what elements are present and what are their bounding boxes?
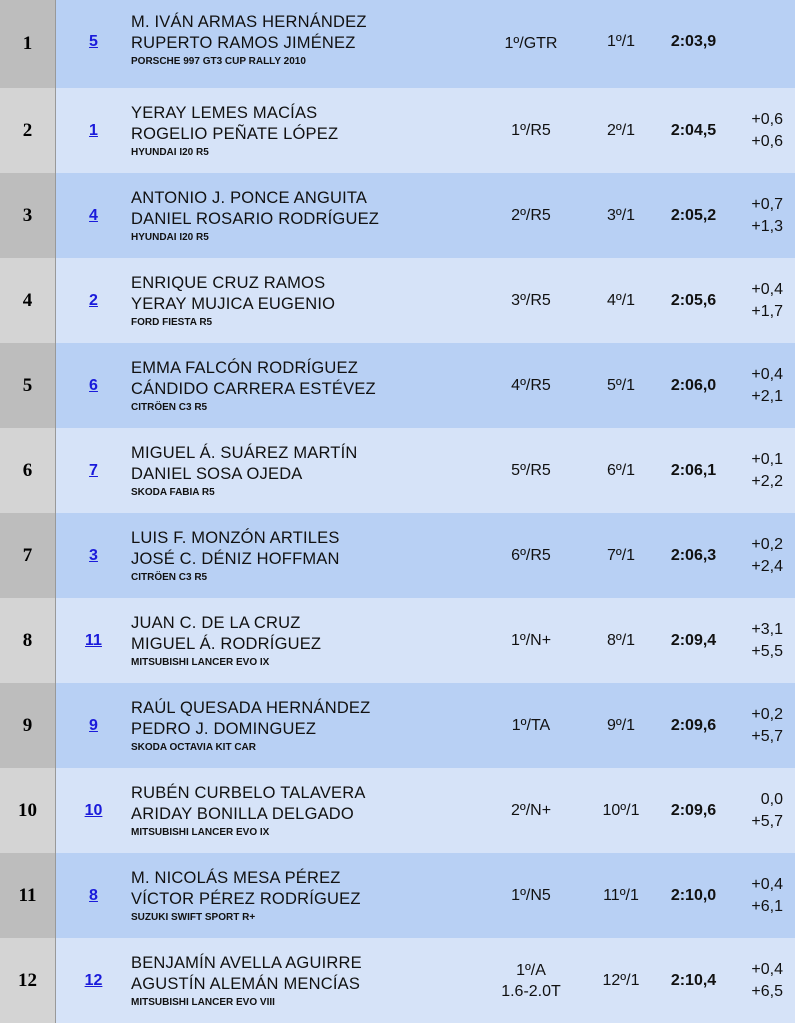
crew-cell [131, 0, 471, 88]
car-model: PORSCHE 997 GT3 CUP RALLY 2010 [131, 56, 306, 67]
absolute-position-cell: 11º/1 [603, 886, 639, 904]
car-model: FORD FIESTA R5 [131, 317, 213, 328]
gap-leader: +1,7 [751, 302, 783, 320]
car-number-link[interactable]: 1 [89, 121, 98, 139]
stage-time-cell: 2:09,6 [670, 801, 717, 819]
class-position-cell: 1º/N+ [510, 632, 552, 649]
gap-leader: +5,5 [751, 642, 783, 660]
car-model: HYUNDAI I20 R5 [131, 232, 209, 243]
gap-previous: +0,4 [751, 875, 783, 893]
gap-previous: +0,1 [751, 450, 783, 468]
gap-cell [736, 258, 795, 343]
driver-name: M. NICOLÁS MESA PÉREZ [131, 869, 341, 887]
crew-cell [131, 683, 471, 768]
class-position-cell: 4º/R5 [511, 377, 551, 394]
car-number-link[interactable]: 5 [89, 33, 98, 50]
gap-previous: +0,2 [751, 535, 783, 553]
absolute-position-cell: 7º/1 [606, 546, 636, 564]
class-position-cell: 3º/R5 [511, 292, 551, 309]
gap-leader: +5,7 [751, 727, 783, 745]
car-number-cell [56, 683, 131, 768]
class-position-cell: 1º/GTR [504, 35, 558, 52]
car-number-link[interactable]: 8 [89, 886, 98, 904]
stage-time-cell: 2:06,3 [670, 546, 717, 564]
car-number-cell [56, 598, 131, 683]
driver-name: EMMA FALCÓN RODRÍGUEZ [131, 359, 358, 377]
gap-previous: +0,4 [751, 960, 783, 978]
position-cell: 6 [0, 428, 56, 513]
absolute-position-cell: 3º/1 [606, 206, 636, 224]
table-row [0, 938, 795, 1023]
absolute-position-cell: 4º/1 [606, 291, 636, 309]
gap-cell [736, 343, 795, 428]
absolute-position-cell: 10º/1 [602, 801, 640, 819]
car-number-cell [56, 853, 131, 938]
stage-time-cell: 2:10,4 [670, 971, 717, 989]
position-cell: 10 [0, 768, 56, 853]
class-position-cell: 1º/N5 [511, 887, 551, 904]
gap-cell [736, 88, 795, 173]
gap-cell [736, 598, 795, 683]
gap-cell [736, 0, 795, 88]
gap-cell [736, 853, 795, 938]
car-number-link[interactable]: 10 [84, 801, 103, 819]
stage-time-cell: 2:05,2 [670, 206, 717, 224]
stage-time-cell: 2:04,5 [670, 121, 717, 139]
class-position-cell: 1º/TA [511, 717, 551, 734]
codriver-name: ARIDAY BONILLA DELGADO [131, 805, 354, 823]
codriver-name: ROGELIO PEÑATE LÓPEZ [131, 125, 339, 143]
position-cell: 3 [0, 173, 56, 258]
class-position-cell: 2º/N+ [510, 802, 552, 819]
gap-cell [736, 683, 795, 768]
gap-leader: +6,1 [751, 897, 783, 915]
absolute-position-cell: 1º/1 [606, 33, 636, 50]
driver-name: RUBÉN CURBELO TALAVERA [131, 784, 366, 802]
car-number-link[interactable]: 7 [89, 461, 98, 479]
codriver-name: DANIEL ROSARIO RODRÍGUEZ [131, 210, 380, 228]
gap-cell [736, 428, 795, 513]
gap-leader: +6,5 [751, 982, 783, 1000]
car-number-link[interactable]: 4 [89, 206, 98, 224]
position-cell: 11 [0, 853, 56, 938]
car-number-cell [56, 0, 131, 88]
crew-cell [131, 853, 471, 938]
gap-previous: +3,1 [751, 620, 783, 638]
car-model: SKODA OCTAVIA KIT CAR [131, 742, 256, 753]
car-model: SKODA FABIA R5 [131, 487, 215, 498]
table-row [0, 853, 795, 938]
driver-name: RAÚL QUESADA HERNÁNDEZ [131, 699, 371, 717]
absolute-position-cell: 9º/1 [606, 716, 636, 734]
car-number-cell [56, 768, 131, 853]
gap-leader: +5,7 [751, 812, 783, 830]
gap-cell [736, 513, 795, 598]
gap-cell [736, 938, 795, 1023]
car-number-cell [56, 173, 131, 258]
gap-previous: +0,7 [751, 195, 783, 213]
stage-time-cell: 2:06,1 [670, 461, 717, 479]
table-row [0, 598, 795, 683]
gap-leader: +1,3 [751, 217, 783, 235]
table-row [0, 768, 795, 853]
table-row [0, 513, 795, 598]
car-number-cell [56, 88, 131, 173]
driver-name: BENJAMÍN AVELLA AGUIRRE [131, 954, 362, 972]
gap-leader: +2,1 [751, 387, 783, 405]
position-cell: 5 [0, 343, 56, 428]
car-number-cell [56, 513, 131, 598]
absolute-position-cell: 6º/1 [606, 461, 636, 479]
gap-previous: +0,2 [751, 705, 783, 723]
absolute-position-cell: 2º/1 [606, 121, 636, 139]
crew-cell [131, 258, 471, 343]
table-row [0, 88, 795, 173]
stage-time-cell: 2:09,4 [670, 631, 717, 649]
stage-time-cell: 2:05,6 [670, 291, 717, 309]
absolute-position-cell: 8º/1 [606, 631, 636, 649]
absolute-position-cell: 5º/1 [606, 376, 636, 394]
crew-cell [131, 598, 471, 683]
class-position-cell: 6º/R5 [511, 547, 551, 564]
car-model: MITSUBISHI LANCER EVO IX [131, 657, 270, 668]
car-number-cell [56, 343, 131, 428]
codriver-name: PEDRO J. DOMINGUEZ [131, 720, 317, 738]
table-row [0, 683, 795, 768]
table-row [0, 0, 795, 88]
position-cell: 1 [0, 0, 56, 88]
car-model: CITRÖEN C3 R5 [131, 572, 208, 583]
car-number-cell [56, 938, 131, 1023]
car-number-cell [56, 428, 131, 513]
crew-cell [131, 88, 471, 173]
crew-cell [131, 343, 471, 428]
gap-cell [736, 768, 795, 853]
driver-name: YERAY LEMES MACÍAS [131, 104, 318, 122]
crew-cell [131, 768, 471, 853]
car-model: MITSUBISHI LANCER EVO IX [131, 827, 270, 838]
gap-leader: +0,6 [751, 132, 783, 150]
gap-leader: +2,4 [751, 557, 783, 575]
car-model: CITRÖEN C3 R5 [131, 402, 208, 413]
codriver-name: CÁNDIDO CARRERA ESTÉVEZ [131, 380, 376, 398]
table-row [0, 258, 795, 343]
stage-time-cell: 2:10,0 [670, 886, 717, 904]
codriver-name: MIGUEL Á. RODRÍGUEZ [131, 635, 322, 653]
table-row [0, 343, 795, 428]
car-number-link[interactable]: 11 [85, 631, 102, 649]
class-position-cell: 2º/R5 [511, 207, 551, 224]
gap-leader: +2,2 [751, 472, 783, 490]
codriver-name: YERAY MUJICA EUGENIO [131, 295, 336, 313]
gap-previous: +0,6 [751, 110, 783, 128]
stage-time-cell: 2:03,9 [670, 33, 717, 50]
car-number-link[interactable]: 2 [89, 291, 98, 309]
stage-time-cell: 2:06,0 [670, 376, 717, 394]
crew-cell [131, 428, 471, 513]
gap-previous: +0,4 [751, 365, 783, 383]
codriver-name: JOSÉ C. DÉNIZ HOFFMAN [131, 550, 340, 568]
position-cell: 9 [0, 683, 56, 768]
car-number-link[interactable]: 12 [84, 971, 103, 989]
gap-cell [736, 173, 795, 258]
codriver-name: DANIEL SOSA OJEDA [131, 465, 303, 483]
car-model: HYUNDAI I20 R5 [131, 147, 209, 158]
car-number-link[interactable]: 3 [89, 546, 98, 564]
position-cell: 2 [0, 88, 56, 173]
car-number-link[interactable]: 6 [89, 376, 98, 394]
class-position-cell: 1º/R5 [511, 122, 551, 139]
car-number-cell [56, 258, 131, 343]
table-row [0, 173, 795, 258]
car-number-link[interactable]: 9 [89, 716, 98, 734]
car-model: MITSUBISHI LANCER EVO VIII [131, 997, 275, 1008]
crew-cell [131, 938, 471, 1023]
driver-name: JUAN C. DE LA CRUZ [131, 614, 301, 632]
table-row [0, 428, 795, 513]
driver-name: ENRIQUE CRUZ RAMOS [131, 274, 326, 292]
driver-name: M. IVÁN ARMAS HERNÁNDEZ [131, 13, 367, 31]
gap-previous: 0,0 [760, 790, 783, 808]
absolute-position-cell: 12º/1 [602, 971, 640, 989]
driver-name: MIGUEL Á. SUÁREZ MARTÍN [131, 444, 358, 462]
driver-name: ANTONIO J. PONCE ANGUITA [131, 189, 368, 207]
class-position-cell: 1º/A 1.6-2.0T [501, 961, 561, 1000]
codriver-name: AGUSTÍN ALEMÁN MENCÍAS [131, 975, 361, 993]
gap-previous: +0,4 [751, 280, 783, 298]
position-cell: 4 [0, 258, 56, 343]
car-model: SUZUKI SWIFT SPORT R+ [131, 912, 256, 923]
class-position-cell: 5º/R5 [511, 462, 551, 479]
position-cell: 7 [0, 513, 56, 598]
driver-name: LUIS F. MONZÓN ARTILES [131, 529, 340, 547]
codriver-name: RUPERTO RAMOS JIMÉNEZ [131, 34, 356, 52]
crew-cell [131, 513, 471, 598]
position-cell: 12 [0, 938, 56, 1023]
codriver-name: VÍCTOR PÉREZ RODRÍGUEZ [131, 890, 361, 908]
stage-time-cell: 2:09,6 [670, 716, 717, 734]
position-cell: 8 [0, 598, 56, 683]
crew-cell [131, 173, 471, 258]
